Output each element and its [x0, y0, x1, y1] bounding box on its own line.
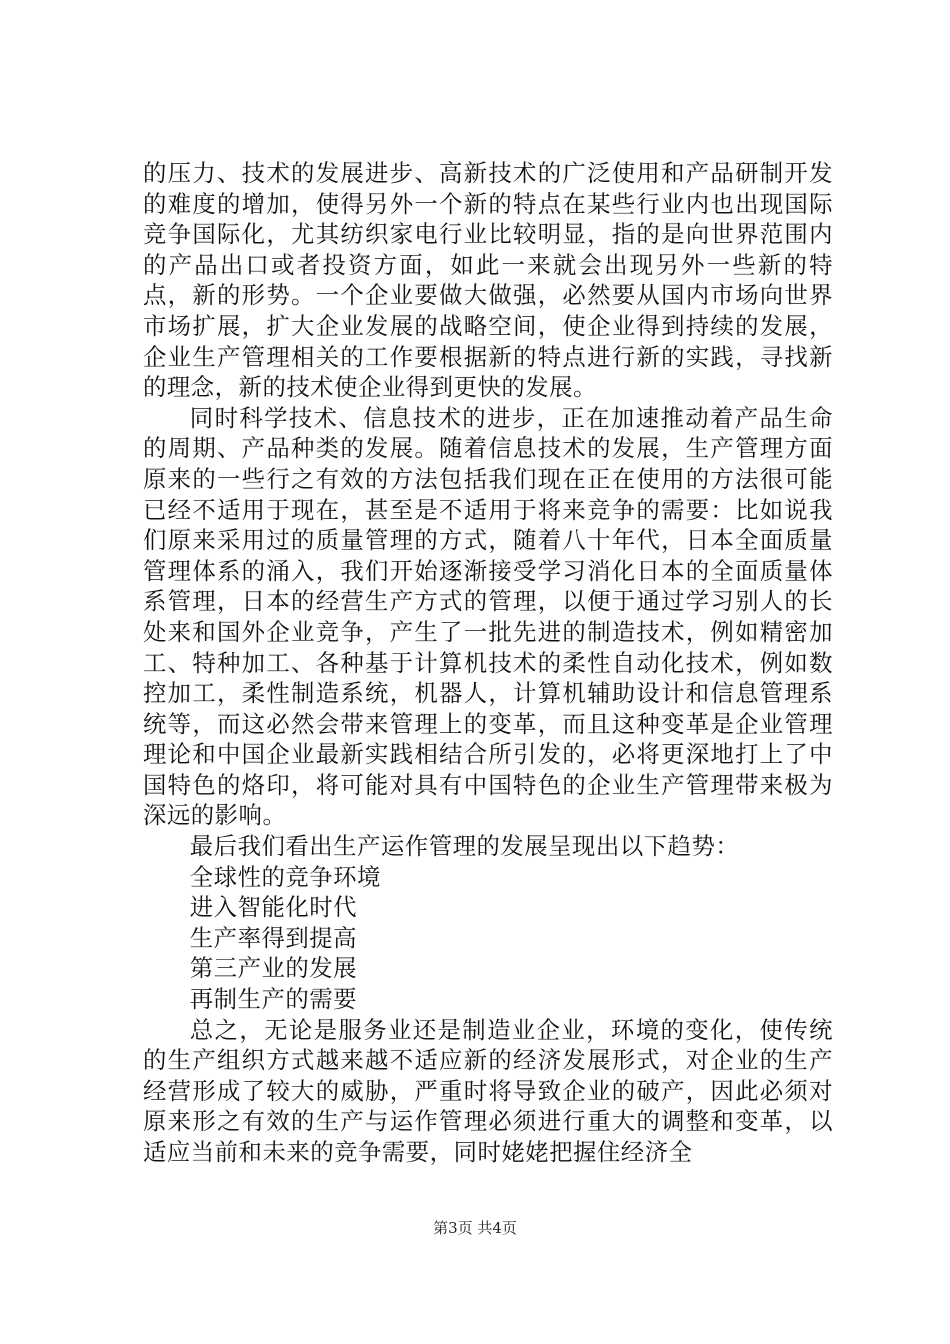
list-item: 进入智能化时代 — [189, 893, 358, 922]
list-item: 第三产业的发展 — [189, 954, 358, 983]
paragraph-continuation: 的压力、技术的发展进步、高新技术的广泛使用和产品研制开发的难度的增加，使得另外一个新的特点在某些行业内也出现国际竞争国际化，尤其纺织家电行业比较明显，指的是向世界范围内的产品出口或者投资方面，如此一来就会出现另外一些新的特点，新的形势。一个企业要做大做强，必然要从国内市场向世界市场扩展，扩大企业发展的战略空间，使企业得到持续的发展，企业生产管理相关的工作要根据新的特点进行新的实践，寻找新的理念，新的技术使企业得到更快的发展。 — [143, 159, 833, 402]
page-footer — [0, 1218, 950, 1238]
list-item: 再制生产的需要 — [189, 985, 358, 1014]
paragraph-trends-intro: 最后我们看出生产运作管理的发展呈现出以下趋势： — [189, 832, 740, 861]
paragraph-conclusion: 总之，无论是服务业还是制造业企业，环境的变化，使传统的生产组织方式越来越不适应新的经济发展形式，对企业的生产经营形成了较大的威胁，严重时将导致企业的破产，因此必须对原来形之有效的生产与运作管理必须进行重大的调整和变革，以适应当前和未来的竞争需要，同时姥姥把握住经济全 — [143, 1015, 833, 1166]
list-item: 生产率得到提高 — [189, 923, 358, 952]
list-item: 全球性的竞争环境 — [189, 862, 381, 891]
paragraph-technology-progress: 同时科学技术、信息技术的进步，正在加速推动着产品生命的周期、产品种类的发展。随着信息技术的发展，生产管理方面原来的一些行之有效的方法包括我们现在正在使用的方法很可能已经不适用于现在，甚至是不适用于将来竞争的需要：比如说我们原来采用过的质量管理的方式，随着八十年代，日本全面质量管理体系的涌入，我们开始逐渐接受学习消化日本的全面质量体系管理，日本的经营生产方式的管理，以便于通过学习别人的长处来和国外企业竞争，产生了一批先进的制造技术，例如精密加工、特种加工、各种基于计算机技术的柔性自动化技术，例如数控加工，柔性制造系统，机器人，计算机辅助设计和信息管理系统等，而这必然会带来管理上的变革，而且这种变革是企业管理理论和中国企业最新实践相结合所引发的，必将更深地打上了中国特色的烙印，将可能对具有中国特色的企业生产管理带来极为深远的影响。 — [143, 403, 833, 830]
document-body — [143, 158, 833, 1168]
page-number: 第3页 共4页 — [433, 1219, 517, 1237]
trend-list — [143, 862, 833, 1015]
